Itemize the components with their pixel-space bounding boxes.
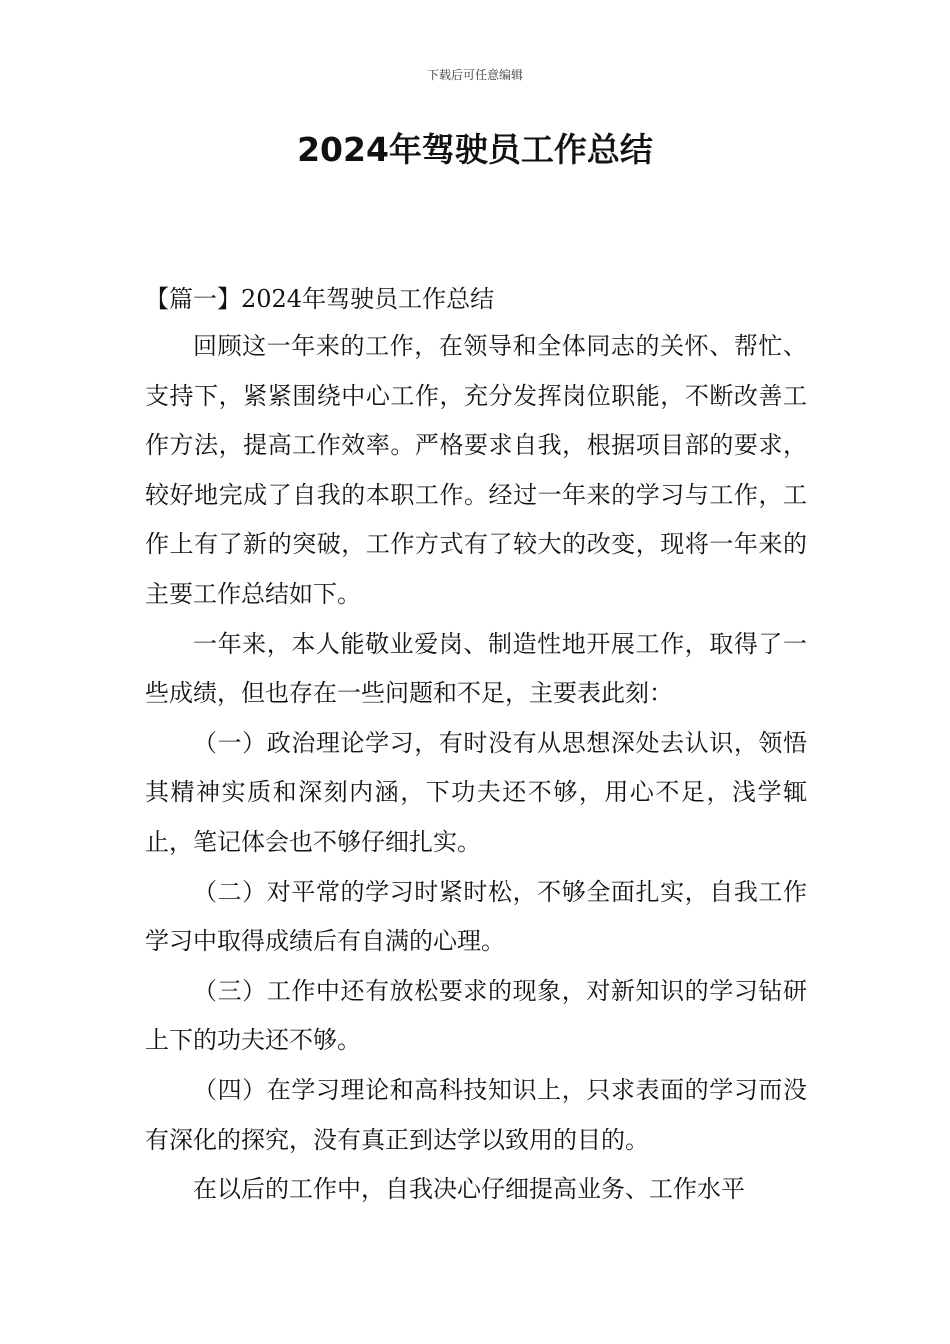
document-title: 2024年驾驶员工作总结: [297, 130, 653, 169]
paragraph-closing: 在以后的工作中，自我决心仔细提高业务、工作水平: [193, 1175, 745, 1204]
paragraph-summary: 一年来，本人能敬业爱岗、制造性地开展工作，取得了一些成绩，但也存在一些问题和不足，主要表此刻：: [145, 629, 807, 708]
paragraph-item-3: （三）工作中还有放松要求的现象，对新知识的学习钻研上下的功夫还不够。: [145, 976, 807, 1055]
header-note: 下载后可任意编辑: [426, 68, 523, 82]
paragraph-intro: 回顾这一年来的工作，在领导和全体同志的关怀、帮忙、支持下，紧紧围绕中心工作，充分发挥岗位职能，不断改善工作方法，提高工作效率。严格要求自我，根据项目部的要求，较好地完成了自我的本职工作。经过一年来的学习与工作，工作上有了新的突破，工作方式有了较大的改变，现将一年来的主要工作总结如下。: [145, 332, 807, 608]
paragraph-item-1: （一）政治理论学习，有时没有从思想深处去认识，领悟其精神实质和深刻内涵，下功夫还不够，用心不足，浅学辄止，笔记体会也不够仔细扎实。: [145, 728, 807, 856]
document-body: [145, 276, 807, 1215]
section-heading: 【篇一】2024年驾驶员工作总结: [145, 285, 495, 313]
paragraph-item-4: （四）在学习理论和高科技知识上，只求表面的学习而没有深化的探究，没有真正到达学以致用的目的。: [145, 1075, 807, 1154]
paragraph-item-2: （二）对平常的学习时紧时松，不够全面扎实，自我工作学习中取得成绩后有自满的心理。: [145, 877, 807, 956]
